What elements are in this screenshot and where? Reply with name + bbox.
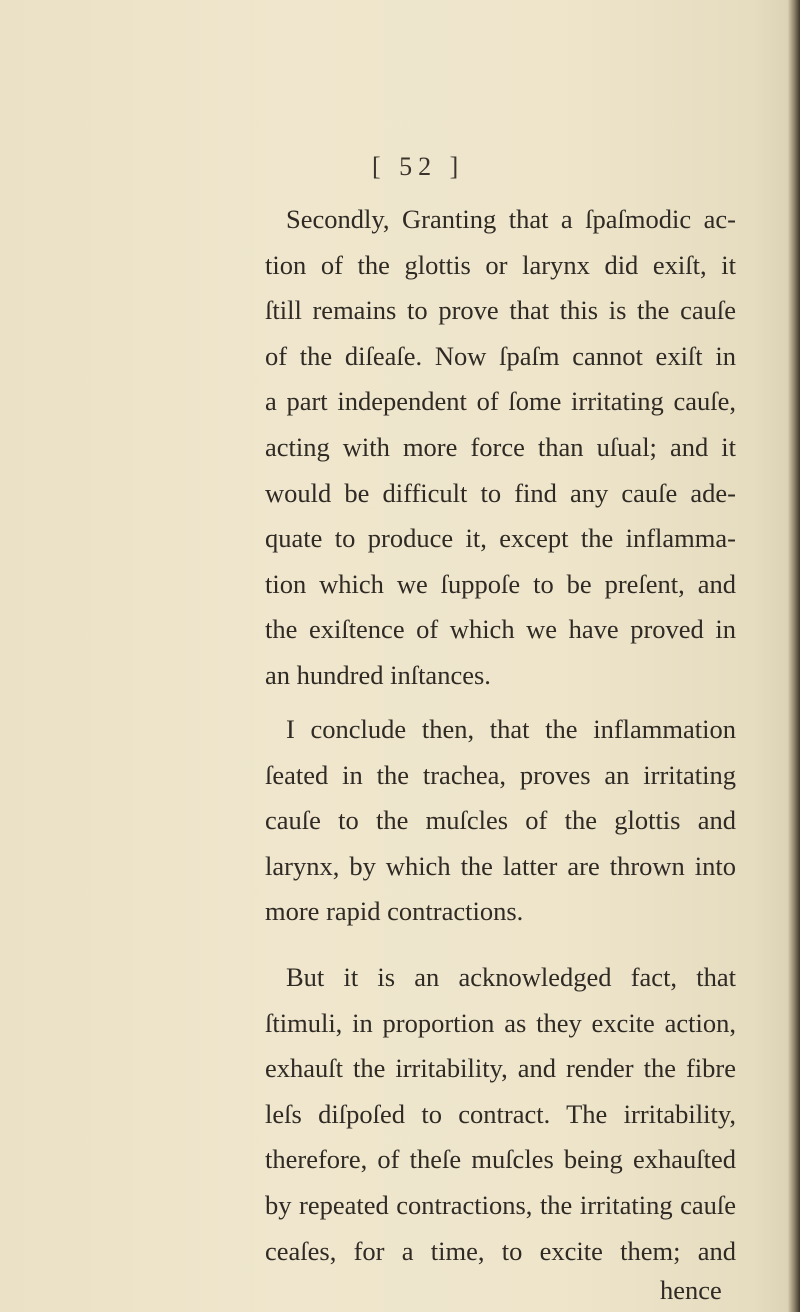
text-line: I conclude then, that the inflammation: [286, 714, 736, 744]
text-line: more rapid contractions.: [265, 896, 524, 927]
text-line: acting with more force than uſual; and it: [265, 432, 736, 462]
text-line: would be difficult to find any cauſe ade-: [265, 477, 736, 508]
text-line: Secondly, Granting that a ſpaſmodic ac-: [286, 204, 736, 234]
text-line: quate to produce it, except the inflamma-: [265, 523, 736, 554]
text-line: ſeated in the trachea, proves an irritating: [265, 759, 736, 790]
text-line: tion of the glottis or larynx did exiſt, it: [265, 249, 736, 280]
text-line: But it is an acknowledged fact, that: [286, 962, 736, 992]
text-line: an hundred inſtances.: [265, 660, 491, 690]
page-number: [ 52 ]: [372, 152, 465, 181]
text-line: therefore, of theſe muſcles being exhauſted: [265, 1144, 736, 1175]
page-edge-shadow: [788, 0, 800, 1312]
text-line: tion which we ſuppoſe to be preſent, and: [265, 568, 736, 599]
text-line: exhauſt the irritability, and render the fibre: [265, 1053, 736, 1084]
text-line: leſs diſpoſed to contract. The irritability,: [265, 1098, 736, 1129]
text-line: a part independent of ſome irritating cauſe,: [265, 386, 736, 417]
text-line: by repeated contractions, the irritating cauſe: [265, 1190, 736, 1220]
text-line: cauſe to the muſcles of the glottis and: [265, 805, 736, 836]
text-line: of the diſeaſe. Now ſpaſm cannot exiſt in: [265, 340, 736, 371]
text-line: larynx, by which the latter are thrown into: [265, 850, 736, 881]
text-line: ſtimuli, in proportion as they excite action,: [265, 1007, 736, 1038]
catchword: hence: [660, 1275, 722, 1306]
text-line: ceaſes, for a time, to excite them; and: [265, 1235, 736, 1266]
text-line: the exiſtence of which we have proved in: [265, 614, 736, 645]
text-line: ſtill remains to prove that this is the cauſe: [265, 295, 736, 326]
